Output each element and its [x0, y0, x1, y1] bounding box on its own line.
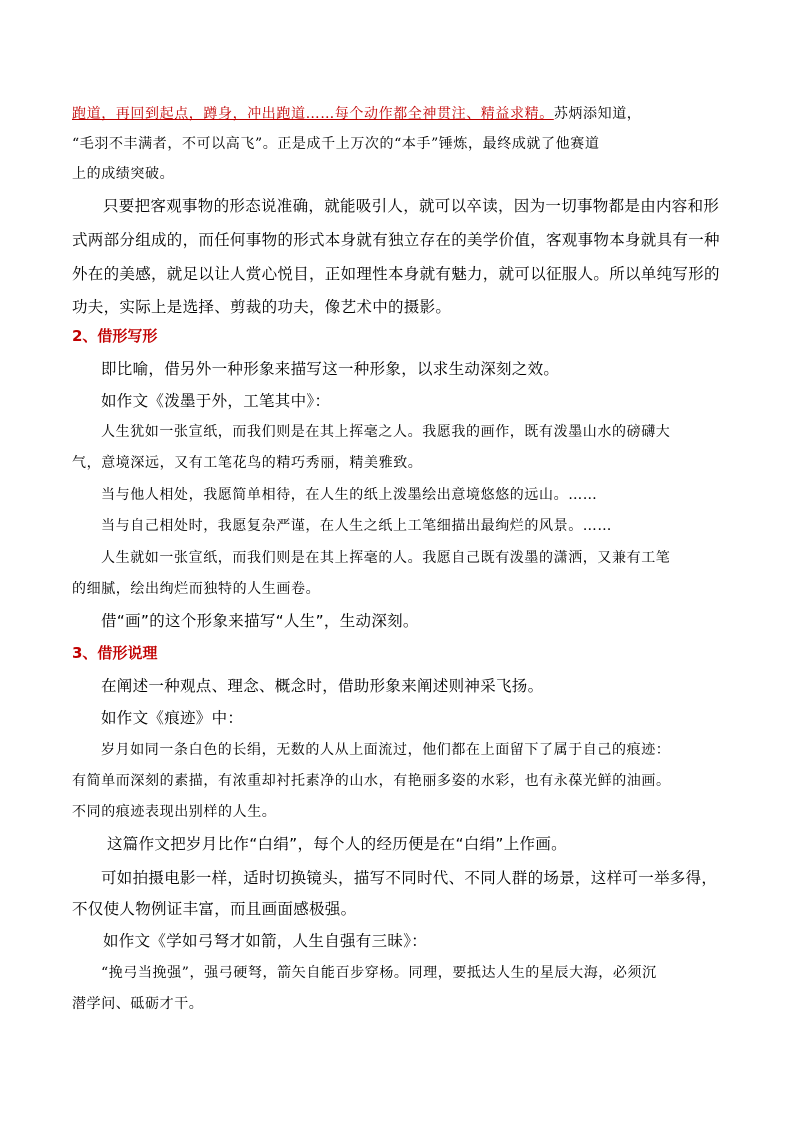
section2-example-intro: 如作文《泼墨于外，工笔其中》： [101, 392, 331, 410]
para1-line2: 式两部分组成的，而任何事物的形式本身就有独立存在的美学价值，客观事物本身就具有一种 [72, 231, 720, 249]
section2-heading: 2、借形写形 [72, 327, 158, 345]
section3-example2-intro: 如作文《学如弓弩才如箭，人生自强有三昧》： [103, 932, 428, 950]
quote1-line2: “毛羽不丰满者，不可以高飞”。正是成千上万次的“本手”锤炼，最终成就了他赛道 [72, 136, 600, 152]
section2-quote-line6: 的细腻，绘出绚烂而独特的人生画卷。 [72, 581, 321, 597]
section3-quote-line2: 有简单而深刻的素描，有浓重却衬托素净的山水，有艳丽多姿的水彩，也有永葆光鲜的油画。 [72, 773, 671, 789]
quote1-rest-text: 苏炳添知道， [553, 106, 642, 122]
section2-desc: 即比喻，借另外一种形象来描写这一种形象，以求生动深刻之效。 [101, 360, 560, 378]
section2-quote-line1: 人生犹如一张宣纸，而我们则是在其上挥毫之人。我愿我的画作，既有泼墨山水的磅礴大 [101, 424, 671, 440]
quote1-line3: 上的成绩突破。 [72, 166, 175, 182]
section3-quote2-line2: 潜学问、砥砺才干。 [72, 996, 204, 1012]
section3-quote-line3: 不同的痕迹表现出别样的人生。 [72, 804, 277, 820]
para1-line4: 功夫，实际上是选择、剪裁的功夫，像艺术中的摄影。 [72, 298, 452, 316]
section3-heading: 3、借形说理 [72, 644, 158, 662]
section3-desc: 在阐述一种观点、理念、概念时，借助形象来阐述则神采飞扬。 [101, 677, 544, 695]
section2-comment: 借“画”的这个形象来描写“人生”，生动深刻。 [101, 612, 419, 630]
section3-quote2-line1: “挽弓当挽强”，强弓硬弩，箭矢自能百步穿杨。同理，要抵达人生的星辰大海，必须沉 [101, 965, 657, 981]
section3-example-intro: 如作文《痕迹》中： [101, 709, 244, 727]
section2-quote-line5: 人生就如一张宣纸，而我们则是在其上挥毫的人。我愿自己既有泼墨的潇洒，又兼有工笔 [101, 550, 671, 566]
section3-para-line2: 不仅使人物例证丰富，而且画面感极强。 [72, 900, 357, 918]
section3-para-line1: 可如拍摄电影一样，适时切换镜头，描写不同时代、不同人群的场景，这样可一举多得， [101, 869, 718, 887]
quote1-underlined-text: 跑道，再回到起点，蹲身，冲出跑道……每个动作都全神贯注、精益求精。 [72, 106, 554, 122]
para1-line1: 只要把客观事物的形态说准确，就能吸引人，就可以卒读，因为一切事物都是由内容和形 [103, 197, 720, 215]
section3-comment: 这篇作文把岁月比作“白绢”，每个人的经历便是在“白绢”上作画。 [107, 835, 567, 853]
section2-quote-line2: 气，意境深远，又有工笔花鸟的精巧秀丽，精美雅致。 [72, 455, 423, 471]
para1-line3: 外在的美感，就足以让人赏心悦目，正如理性本身就有魅力，就可以征服人。所以单纯写形的 [72, 265, 720, 283]
section2-quote-line4: 当与自己相处时，我愿复杂严谨，在人生之纸上工笔细描出最绚烂的风景。…… [101, 518, 612, 534]
section2-quote-line3: 当与他人相处，我愿简单相待，在人生的纸上泼墨绘出意境悠悠的远山。…… [101, 487, 598, 503]
quote1-line1 [72, 103, 641, 123]
section3-quote-line1: 岁月如同一条白色的长绢，无数的人从上面流过，他们都在上面留下了属于自己的痕迹： [101, 742, 671, 758]
